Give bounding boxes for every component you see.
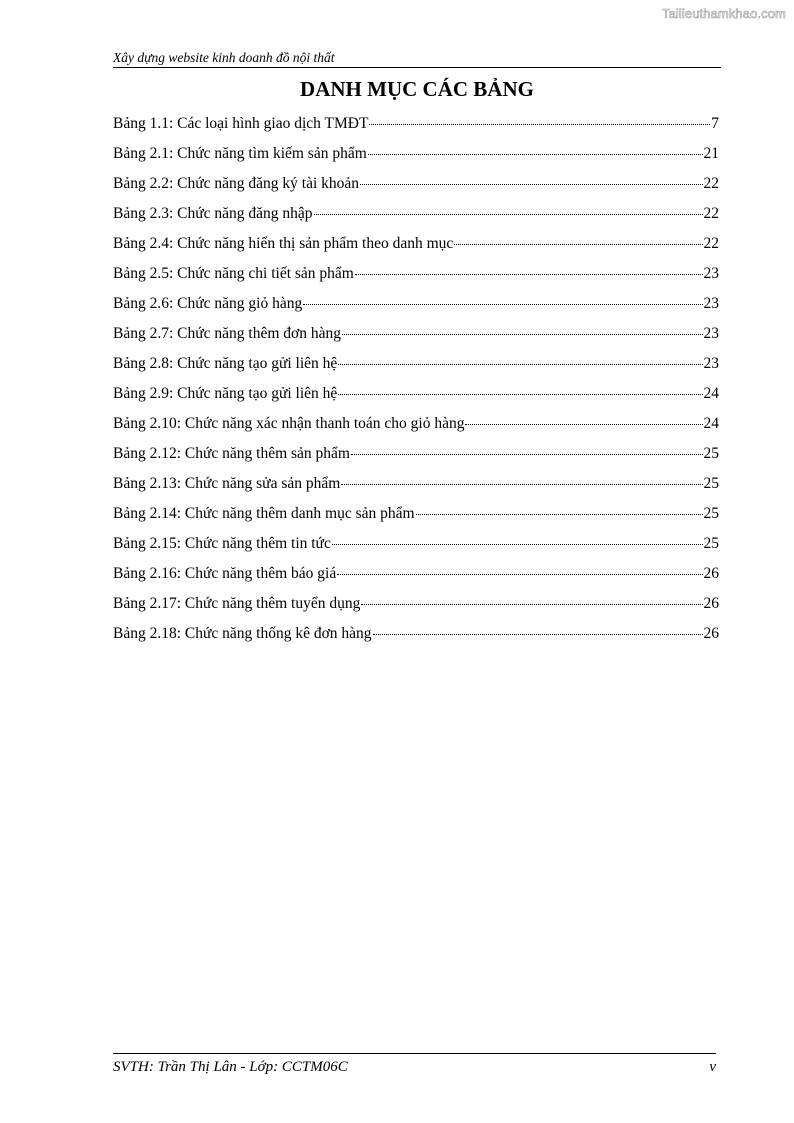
toc-entry-page: 26 (703, 625, 719, 642)
toc-entry-label: Bảng 2.17: Chức năng thêm tuyển dụng (113, 595, 361, 612)
toc-entry-page: 22 (703, 175, 719, 192)
dot-leader (332, 543, 703, 545)
toc-entry-label: Bảng 2.18: Chức năng thống kê đơn hàng (113, 625, 372, 642)
toc-entry-page: 22 (703, 235, 719, 252)
dot-leader (342, 333, 703, 335)
toc-entry[interactable] (113, 414, 719, 444)
toc-entry-label: Bảng 2.8: Chức năng tạo gửi liên hệ (113, 355, 338, 372)
toc-entry-label: Bảng 2.4: Chức năng hiển thị sản phẩm theo danh mục (113, 235, 454, 252)
toc-entry[interactable] (113, 384, 719, 414)
dot-leader (368, 153, 703, 155)
toc-entry-label: Bảng 2.10: Chức năng xác nhận thanh toán cho giỏ hàng (113, 415, 465, 432)
toc-entry-label: Bảng 2.9: Chức năng tạo gửi liên hệ (113, 385, 338, 402)
table-of-tables (113, 114, 719, 654)
toc-entry[interactable] (113, 174, 719, 204)
dot-leader (373, 633, 703, 635)
toc-entry[interactable] (113, 114, 719, 144)
toc-entry-page: 22 (703, 205, 719, 222)
toc-entry[interactable] (113, 294, 719, 324)
toc-entry[interactable] (113, 264, 719, 294)
toc-entry-label: Bảng 1.1: Các loại hình giao dịch TMĐT (113, 115, 369, 132)
dot-leader (369, 123, 710, 125)
dot-leader (360, 183, 702, 185)
dot-leader (351, 453, 703, 455)
toc-entry[interactable] (113, 324, 719, 354)
toc-entry-page: 26 (703, 565, 719, 582)
toc-entry-label: Bảng 2.5: Chức năng chi tiết sản phẩm (113, 265, 354, 282)
footer-author: SVTH: Trần Thị Lân - Lớp: CCTM06C (113, 1059, 348, 1075)
toc-entry-label: Bảng 2.12: Chức năng thêm sản phẩm (113, 445, 350, 462)
toc-entry-page: 23 (703, 265, 719, 282)
running-header: Xây dựng website kinh doanh đồ nội thất (113, 49, 721, 68)
toc-entry-page: 23 (703, 355, 719, 372)
dot-leader (355, 273, 703, 275)
toc-entry[interactable] (113, 354, 719, 384)
toc-entry-label: Bảng 2.1: Chức năng tìm kiếm sản phẩm (113, 145, 367, 162)
toc-entry-page: 21 (703, 145, 719, 162)
toc-entry-page: 25 (703, 505, 719, 522)
dot-leader (454, 243, 702, 245)
toc-entry-page: 24 (703, 415, 719, 432)
footer-page-number: v (709, 1059, 716, 1075)
toc-entry-page: 26 (703, 595, 719, 612)
toc-entry-label: Bảng 2.16: Chức năng thêm báo giá (113, 565, 337, 582)
toc-entry-label: Bảng 2.7: Chức năng thêm đơn hàng (113, 325, 341, 342)
watermark: Tailieuthamkhao.com (661, 6, 786, 21)
dot-leader (303, 303, 702, 305)
toc-entry[interactable] (113, 204, 719, 234)
toc-entry-label: Bảng 2.2: Chức năng đăng ký tài khoản (113, 175, 360, 192)
toc-entry[interactable] (113, 504, 719, 534)
toc-entry[interactable] (113, 594, 719, 624)
dot-leader (314, 213, 703, 215)
dot-leader (416, 513, 703, 515)
toc-entry-label: Bảng 2.14: Chức năng thêm danh mục sản phẩm (113, 505, 415, 522)
toc-entry-page: 25 (703, 445, 719, 462)
toc-entry-page: 25 (703, 535, 719, 552)
toc-entry-page: 7 (711, 115, 719, 132)
toc-entry-label: Bảng 2.15: Chức năng thêm tin tức (113, 535, 331, 552)
toc-entry-page: 23 (703, 295, 719, 312)
toc-entry[interactable] (113, 444, 719, 474)
toc-entry[interactable] (113, 234, 719, 264)
dot-leader (341, 483, 702, 485)
toc-entry[interactable] (113, 534, 719, 564)
page-footer (113, 1053, 716, 1076)
toc-entry-page: 24 (703, 385, 719, 402)
toc-entry-page: 23 (703, 325, 719, 342)
dot-leader (361, 603, 702, 605)
dot-leader (465, 423, 702, 425)
dot-leader (338, 393, 702, 395)
dot-leader (337, 573, 702, 575)
toc-entry[interactable] (113, 144, 719, 174)
toc-entry[interactable] (113, 624, 719, 654)
toc-entry-label: Bảng 2.3: Chức năng đăng nhập (113, 205, 313, 222)
toc-entry-label: Bảng 2.6: Chức năng giỏ hàng (113, 295, 303, 312)
page-title: DANH MỤC CÁC BẢNG (300, 77, 534, 101)
toc-entry[interactable] (113, 474, 719, 504)
toc-entry-label: Bảng 2.13: Chức năng sửa sản phẩm (113, 475, 341, 492)
toc-entry[interactable] (113, 564, 719, 594)
toc-entry-page: 25 (703, 475, 719, 492)
dot-leader (338, 363, 702, 365)
